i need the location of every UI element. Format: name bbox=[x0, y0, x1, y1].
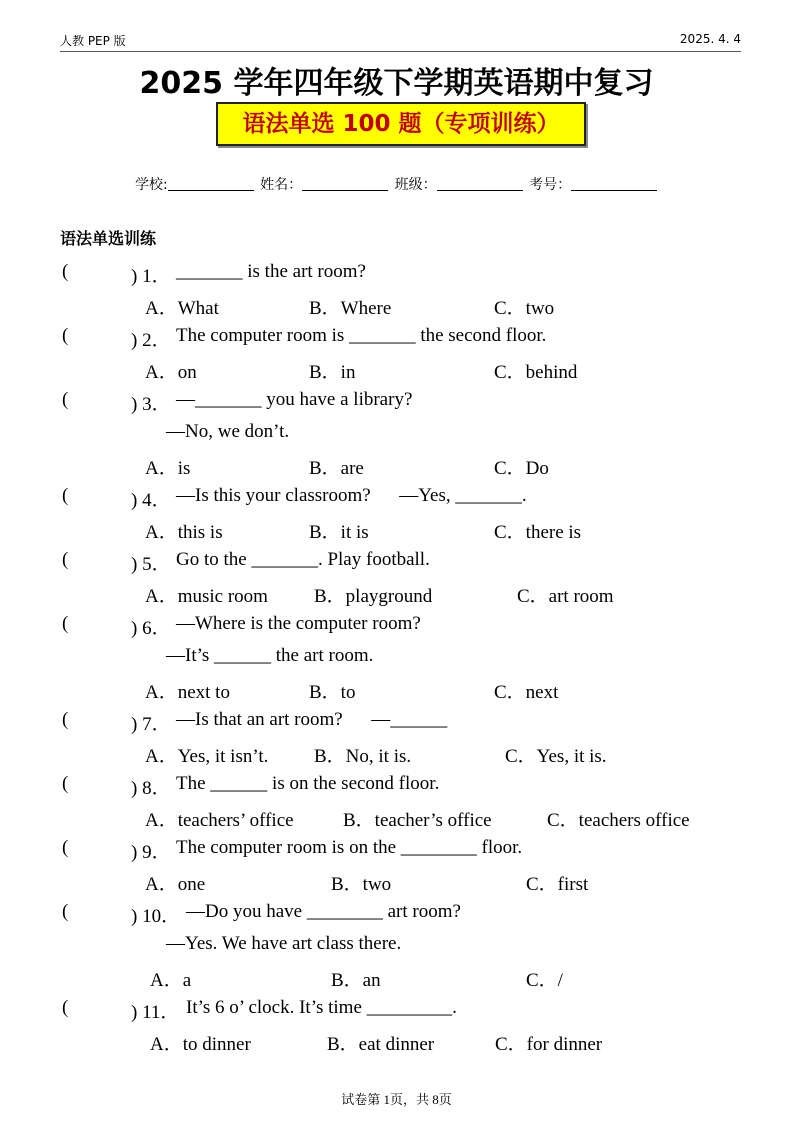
page-footer: 试卷第 1页，共 8页 bbox=[341, 1092, 452, 1107]
question-number: ) 9． bbox=[131, 842, 171, 863]
answer-paren[interactable]: ( bbox=[62, 997, 69, 1018]
question-number: ) 6． bbox=[131, 618, 171, 639]
question-number: ) 2． bbox=[131, 330, 171, 351]
question-text: It’s 6 o’ clock. It’s time _________. bbox=[186, 997, 457, 1018]
question-text: —Is that an art room? —______ bbox=[176, 709, 448, 730]
answer-paren[interactable]: ( bbox=[62, 261, 69, 282]
page-title: 2025 学年四年级下学期英语期中复习 bbox=[139, 66, 654, 101]
option-c[interactable]: C．there is bbox=[494, 522, 582, 543]
option-b[interactable]: B．No, it is. bbox=[314, 746, 412, 767]
answer-paren[interactable]: ( bbox=[62, 709, 69, 730]
name-field[interactable] bbox=[302, 176, 388, 191]
question-text: _______ is the art room? bbox=[176, 261, 366, 282]
question-number: ) 1． bbox=[131, 266, 171, 287]
class-field[interactable] bbox=[437, 176, 523, 191]
option-a[interactable]: A．next to bbox=[145, 682, 230, 703]
option-c[interactable]: C．Yes, it is. bbox=[505, 746, 607, 767]
option-a[interactable]: A．What bbox=[145, 298, 219, 319]
option-a[interactable]: A．music room bbox=[145, 586, 268, 607]
question-text-line-2: —Yes. We have art class there. bbox=[166, 933, 402, 954]
option-b[interactable]: B．an bbox=[331, 970, 381, 991]
option-c[interactable]: C．behind bbox=[494, 362, 578, 383]
question-text-line-2: —It’s ______ the art room. bbox=[166, 645, 374, 666]
option-a[interactable]: A．on bbox=[145, 362, 197, 383]
exam-number-label: 考号： bbox=[529, 177, 572, 193]
answer-paren[interactable]: ( bbox=[62, 389, 69, 410]
school-field[interactable] bbox=[168, 176, 254, 191]
question-number: ) 10． bbox=[131, 906, 181, 927]
option-a[interactable]: A．a bbox=[150, 970, 192, 991]
question-text: —Where is the computer room? bbox=[176, 613, 421, 634]
option-b[interactable]: B．in bbox=[309, 362, 356, 383]
section-title: 语法单选训练 bbox=[60, 229, 157, 248]
option-b[interactable]: B．Where bbox=[309, 298, 392, 319]
option-b[interactable]: B．to bbox=[309, 682, 356, 703]
question-number: ) 7． bbox=[131, 714, 171, 735]
answer-paren[interactable]: ( bbox=[62, 901, 69, 922]
question-number: ) 5． bbox=[131, 554, 171, 575]
option-c[interactable]: C．two bbox=[494, 298, 555, 319]
option-c[interactable]: C．teachers office bbox=[547, 810, 690, 831]
option-c[interactable]: C．for dinner bbox=[495, 1034, 603, 1055]
question-text: The ______ is on the second floor. bbox=[176, 773, 440, 794]
option-b[interactable]: B．teacher’s office bbox=[343, 810, 492, 831]
subtitle-banner: 语法单选 100 题（专项训练） bbox=[216, 102, 586, 146]
answer-paren[interactable]: ( bbox=[62, 485, 69, 506]
school-label: 学校: bbox=[135, 177, 168, 193]
option-c[interactable]: C．art room bbox=[517, 586, 614, 607]
name-label: 姓名： bbox=[260, 177, 303, 193]
option-a[interactable]: A．is bbox=[145, 458, 191, 479]
question-number: ) 3． bbox=[131, 394, 171, 415]
option-c[interactable]: C．/ bbox=[526, 970, 563, 991]
exam-number-field[interactable] bbox=[571, 176, 657, 191]
question-text: Go to the _______. Play football. bbox=[176, 549, 430, 570]
answer-paren[interactable]: ( bbox=[62, 837, 69, 858]
answer-paren[interactable]: ( bbox=[62, 325, 69, 346]
option-b[interactable]: B．eat dinner bbox=[327, 1034, 435, 1055]
option-a[interactable]: A．one bbox=[145, 874, 206, 895]
edition-label: 人教 PEP 版 bbox=[60, 34, 126, 48]
option-c[interactable]: C．first bbox=[526, 874, 589, 895]
option-b[interactable]: B．two bbox=[331, 874, 392, 895]
option-a[interactable]: A．teachers’ office bbox=[145, 810, 294, 831]
option-c[interactable]: C．next bbox=[494, 682, 559, 703]
question-text: The computer room is on the ________ floor. bbox=[176, 837, 523, 858]
question-text: —_______ you have a library? bbox=[176, 389, 413, 410]
question-number: ) 4． bbox=[131, 490, 171, 511]
answer-paren[interactable]: ( bbox=[62, 613, 69, 634]
question-number: ) 11． bbox=[131, 1002, 180, 1023]
option-a[interactable]: A．to dinner bbox=[150, 1034, 251, 1055]
question-text-line-2: —No, we don’t. bbox=[166, 421, 290, 442]
question-text: —Is this your classroom? —Yes, _______. bbox=[176, 485, 527, 506]
question-text: The computer room is _______ the second floor. bbox=[176, 325, 547, 346]
option-a[interactable]: A．this is bbox=[145, 522, 223, 543]
page-header bbox=[60, 30, 741, 52]
answer-paren[interactable]: ( bbox=[62, 549, 69, 570]
answer-paren[interactable]: ( bbox=[62, 773, 69, 794]
option-b[interactable]: B．it is bbox=[309, 522, 369, 543]
question-text: —Do you have ________ art room? bbox=[186, 901, 461, 922]
question-number: ) 8． bbox=[131, 778, 171, 799]
option-a[interactable]: A．Yes, it isn’t. bbox=[145, 746, 269, 767]
option-b[interactable]: B．are bbox=[309, 458, 364, 479]
class-label: 班级： bbox=[394, 177, 437, 193]
option-b[interactable]: B．playground bbox=[314, 586, 433, 607]
option-c[interactable]: C．Do bbox=[494, 458, 549, 479]
student-info-row bbox=[135, 174, 659, 194]
date-label: 2025. 4. 4 bbox=[679, 32, 741, 46]
